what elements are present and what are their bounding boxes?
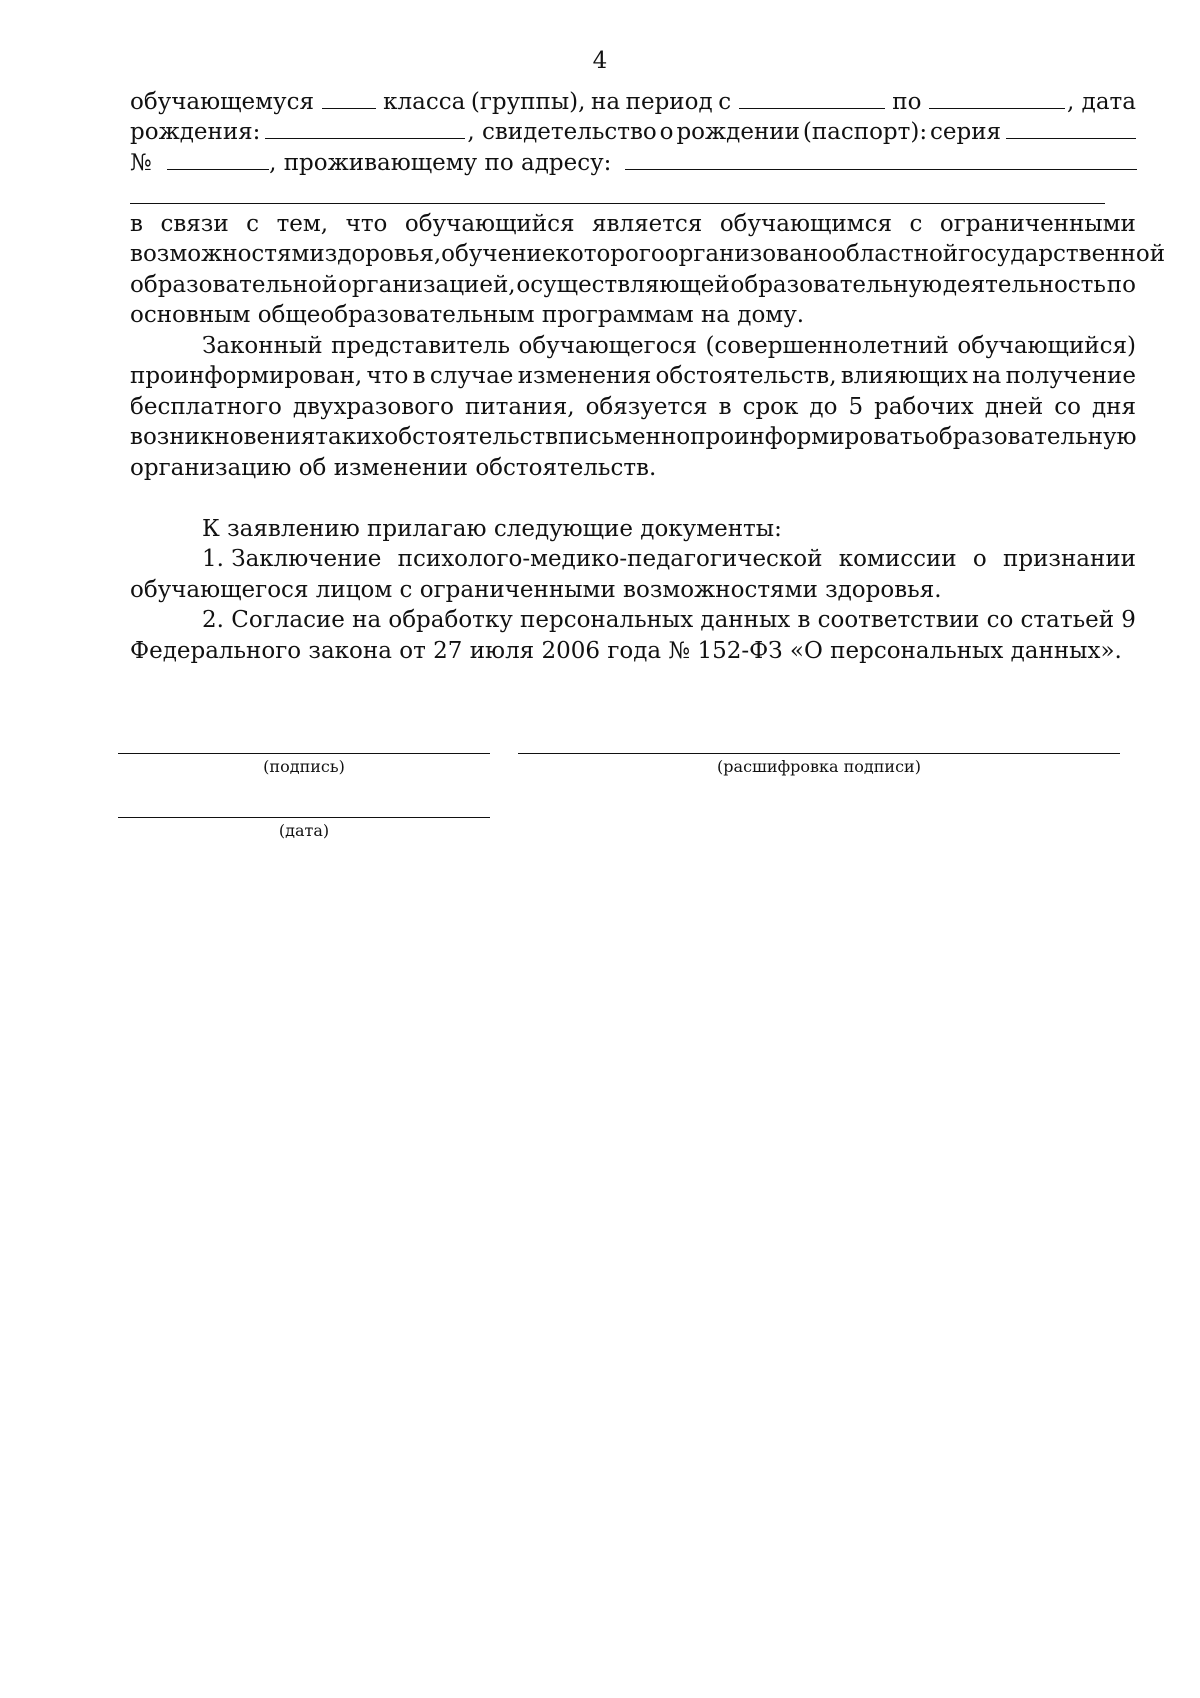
form-text: № [130,149,152,176]
word: дня [1091,393,1136,420]
word: Законный [202,333,323,359]
notice-line-5: организацию об изменении обстоятельств. [130,454,657,481]
form-text: , проживающему по адресу: [269,149,612,176]
word: 2. Согласие [202,607,345,634]
form-text: на [591,89,621,115]
word: образовательную [730,271,943,298]
attachments-intro: К заявлению прилагаю следующие документы: [202,516,782,542]
word: возможностями [130,241,325,268]
word: обстоятельств, [655,363,837,390]
word: проинформирован, [130,363,363,390]
form-text: период [625,89,713,115]
word: на [352,607,382,634]
word: с [246,211,260,237]
word: что [345,211,388,237]
reason-line-3 [130,270,1136,300]
word: обучающийся [404,211,575,237]
form-text: рождения: [130,119,261,146]
notice-line-3 [130,392,1136,422]
word: данных [700,607,791,634]
date-line [118,817,490,818]
address-blank [625,151,1137,170]
notice-line-2 [130,361,1136,391]
form-line-3 [130,148,1136,178]
form-text: обучающемуся [130,89,314,115]
word: деятельность [942,271,1106,298]
word: государственной [958,241,1166,268]
signature-line [118,753,490,754]
word: организацией, [337,271,516,298]
address-continuation-line [130,203,1105,204]
word: по [1106,271,1136,298]
word: 1. Заключение [202,546,382,573]
reason-line-2 [130,239,1166,269]
word: образовательную [925,424,1137,451]
word: тем, [276,211,329,237]
form-text: класса [383,89,466,115]
word: ограниченными [939,211,1136,237]
class-blank [322,90,376,109]
reason-paragraph [130,209,1166,331]
word: образовательной [130,271,338,298]
period-end-group [927,87,1136,117]
series-blank [1006,120,1136,139]
word: комиссии [838,546,957,573]
word: которого [555,241,665,268]
word: соответствии [817,607,980,634]
word: проинформировать [690,424,926,451]
signature-transcript-label: (расшифровка подписи) [717,757,921,776]
date-label: (дата) [278,821,330,840]
word: бесплатного [130,393,282,420]
form-text: с [718,89,732,115]
word: со [986,607,1014,634]
form-line-1 [130,87,1136,117]
word: 5 [848,393,864,420]
word: о [972,546,987,573]
number-blank [167,151,269,170]
word: признании [1003,546,1136,573]
word: психолого-медико-педагогической [397,546,823,573]
word: изменения [517,363,652,390]
signature-transcript-line [518,753,1120,754]
word: связи [160,211,229,237]
form-line-2 [130,117,1136,147]
form-text: (группы), [470,89,586,115]
word: таких [315,424,385,451]
word: обстоятельств [384,424,559,451]
attachment-item-1-line-2: обучающегося лицом с ограниченными возможностями здоровья. [130,576,942,603]
form-text: по [892,89,922,115]
form-text: о [659,119,674,146]
word: в [797,607,811,634]
word: дней [984,393,1044,420]
notice-paragraph [130,331,1136,483]
word: (совершеннолетний [705,333,949,359]
word: в [412,363,426,390]
word: что [366,363,409,390]
word: здоровья, [324,241,442,268]
page-number: 4 [592,48,608,74]
word: влияющих [840,363,968,390]
form-text: серия [930,119,1002,146]
word: персональных [520,607,694,634]
birth-date-blank [265,120,465,139]
word: представитель [331,333,510,359]
word: обучающийся) [957,333,1136,359]
notice-line-4 [130,422,1136,452]
attachments-section [130,514,1136,666]
form-text: , дата [1067,89,1136,115]
word: обучение [441,241,556,268]
word: является [592,211,703,237]
word: двухразового [292,393,454,420]
form-text: рождении [676,119,800,146]
form-block [130,87,1136,178]
reason-line-1 [130,209,1136,239]
word: до [809,393,838,420]
word: со [1054,393,1081,420]
period-end-blank [929,90,1065,109]
word: письменно [558,424,691,451]
attachment-item-2-line-1 [130,605,1136,635]
word: областной [832,241,959,268]
word: осуществляющей [516,271,730,298]
word: получение [1005,363,1136,390]
word: случае [429,363,514,390]
period-start-blank [739,90,885,109]
signature-label: (подпись) [263,757,345,776]
word: срок [742,393,799,420]
word: в [130,211,143,237]
word: рабочих [874,393,974,420]
word: возникновения [130,424,316,451]
word: обучающегося [518,333,697,359]
word: питания, [464,393,575,420]
reason-line-4: основным общеобразовательным программам на дому. [130,302,805,329]
word: статьей [1020,607,1115,634]
attachment-item-1-line-1 [130,544,1136,574]
word: обязуется [585,393,708,420]
word: обработку [388,607,513,634]
attachment-item-2-line-2: Федерального закона от 27 июля 2006 года № 152-ФЗ «О персональных данных». [130,637,1122,664]
form-text: (паспорт): [802,119,928,146]
notice-line-1 [130,331,1136,361]
word: в [718,393,732,420]
word: на [972,363,1002,390]
word: с [909,211,923,237]
form-text: , свидетельство [467,119,657,146]
birth-date-group [263,117,656,147]
word: организовано [664,241,832,268]
word: 9 [1121,607,1136,634]
word: обучающимся [719,211,892,237]
